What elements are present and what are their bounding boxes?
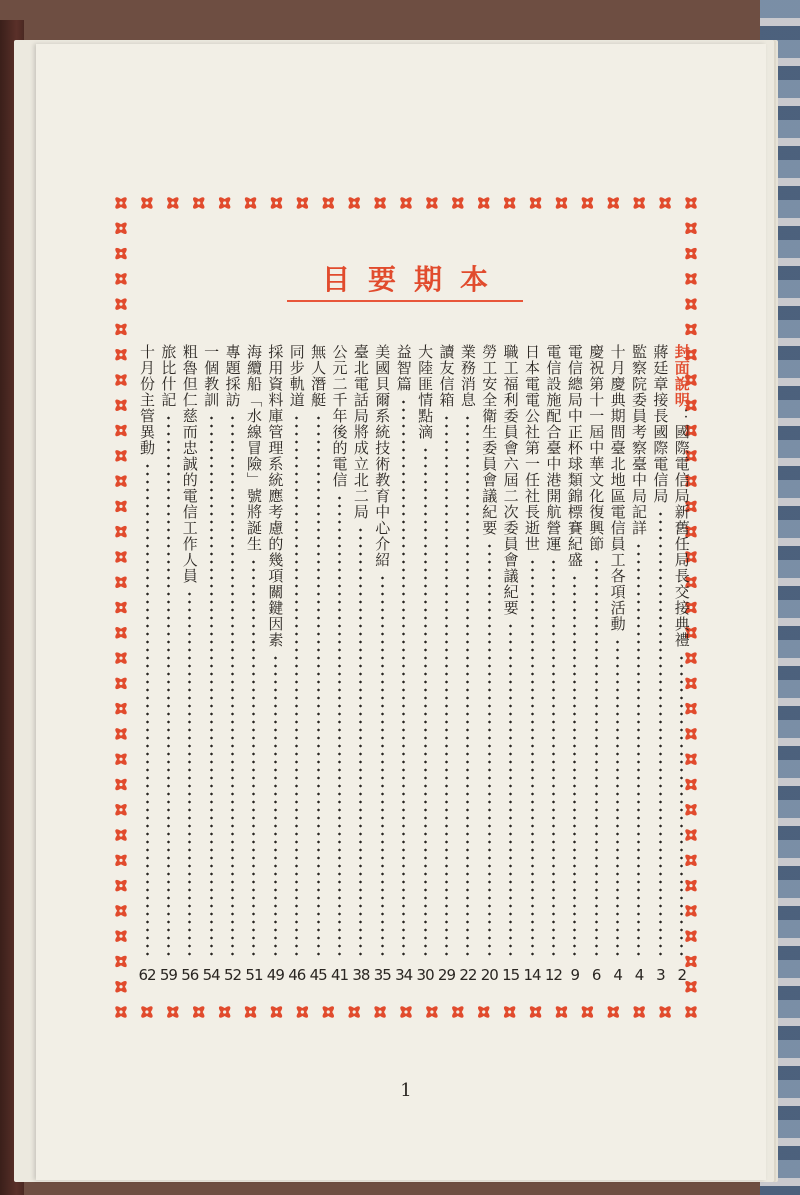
toc-entry-page: 49 [266, 966, 284, 984]
toc-entry-title [608, 344, 628, 632]
toc-entry-page: 9 [570, 966, 580, 984]
border-motif [114, 398, 129, 413]
toc-entry [415, 344, 435, 994]
border-motif [114, 903, 129, 918]
border-motif [580, 196, 595, 211]
border-motif [165, 196, 180, 211]
border-motif [606, 196, 621, 211]
toc-entry [458, 344, 478, 994]
toc-entry-title [287, 344, 307, 408]
dot-leader [573, 574, 576, 960]
border-motif [114, 297, 129, 312]
toc-entry-title [223, 344, 243, 408]
border-motif [114, 802, 129, 817]
border-motif [114, 246, 129, 261]
border-motif [295, 196, 310, 211]
dot-leader [680, 654, 683, 960]
toc-entry-title [265, 344, 285, 648]
toc-entry-title [543, 344, 563, 552]
border-motif [114, 676, 129, 691]
border-motif [658, 1005, 673, 1020]
toc-entry-page: 59 [159, 966, 177, 984]
toc-entry-title [565, 344, 585, 568]
toc-entry-page: 38 [352, 966, 370, 984]
toc-entry-page: 56 [181, 966, 199, 984]
dot-leader [231, 414, 234, 960]
toc-entry-page: 34 [395, 966, 413, 984]
border-motif [347, 196, 362, 211]
toc-entry [330, 344, 350, 994]
dot-leader [295, 414, 298, 960]
toc-entry-page: 54 [202, 966, 220, 984]
toc-entry-text: 業務消息 [458, 344, 477, 408]
border-motif [114, 196, 129, 211]
toc-entry-page: 12 [544, 966, 562, 984]
toc-entry [650, 344, 670, 994]
toc-entry-title [201, 344, 221, 408]
toc-entry [565, 344, 585, 994]
border-motif [450, 196, 465, 211]
toc-entry [308, 344, 328, 994]
dot-leader [531, 558, 534, 960]
border-motif [684, 246, 699, 261]
border-motif [114, 625, 129, 640]
dot-leader [424, 446, 427, 960]
border-motif [114, 550, 129, 565]
border-motif [502, 196, 517, 211]
toc-entry-text: 職工福利委員會六屆二次委員會議紀要 [501, 344, 520, 616]
border-motif [606, 1005, 621, 1020]
dot-leader [595, 558, 598, 960]
border-motif [114, 777, 129, 792]
dot-leader [252, 558, 255, 960]
border-motif [373, 1005, 388, 1020]
border-motif [191, 1005, 206, 1020]
border-motif [632, 196, 647, 211]
border-motif [347, 1005, 362, 1020]
dot-leader [466, 414, 469, 960]
toc-entry [201, 344, 221, 994]
toc-entry-title [479, 344, 499, 536]
border-motif [114, 878, 129, 893]
border-motif [114, 221, 129, 236]
toc-entry-text: 一個教訓 [202, 344, 221, 408]
border-motif [191, 196, 206, 211]
toc-entry-page: 4 [634, 966, 644, 984]
dot-leader [338, 494, 341, 960]
border-motif [373, 196, 388, 211]
dot-leader [659, 510, 662, 960]
toc-entry-title [586, 344, 606, 552]
toc-entry [479, 344, 499, 994]
toc-entry [586, 344, 606, 994]
dot-leader [359, 526, 362, 960]
toc-entry-title [436, 344, 456, 408]
toc-entry-page: 3 [656, 966, 665, 984]
dot-leader [188, 590, 191, 960]
border-motif [269, 1005, 284, 1020]
toc-entry [137, 344, 157, 994]
border-motif [217, 1005, 232, 1020]
toc-entry-title [308, 344, 328, 408]
toc-entry-page: 4 [613, 966, 622, 984]
toc-entry-page: 52 [224, 966, 242, 984]
border-motif [684, 196, 699, 211]
border-motif [114, 448, 129, 463]
toc-entry-page: 30 [416, 966, 434, 984]
toc-entry-page: 35 [373, 966, 391, 984]
toc-entry-text: 電信設施配合臺中港開航營運 [544, 344, 563, 552]
toc-entry-page: 20 [480, 966, 498, 984]
border-motif [528, 196, 543, 211]
dot-leader [637, 542, 640, 960]
border-motif [114, 929, 129, 944]
toc-entry [351, 344, 371, 994]
border-motif [424, 196, 439, 211]
toc-entry-text: 採用資料庫管理系統應考慮的幾項關鍵因素 [266, 344, 285, 648]
toc-entry-text: 蔣廷章接長國際電信局 [651, 344, 670, 504]
toc-entry-text: 粗魯但仁慈而忠誠的電信工作人員 [180, 344, 199, 584]
border-motif [450, 1005, 465, 1020]
toc-entry-title [629, 344, 649, 536]
toc-entry-text: 勞工安全衛生委員會議紀要 [480, 344, 499, 536]
page-title: 目要期本 [321, 263, 506, 296]
dot-leader [445, 414, 448, 960]
dot-leader [146, 462, 149, 960]
border-motif [114, 651, 129, 666]
border-motif [114, 575, 129, 590]
toc-entry-text: 讀友信箱 [437, 344, 456, 408]
border-motif [684, 1005, 699, 1020]
dot-leader [552, 558, 555, 960]
toc-entry [244, 344, 264, 994]
border-motif [114, 726, 129, 741]
toc-entry-title [672, 344, 692, 648]
border-motif [554, 196, 569, 211]
toc-entry-text: 慶祝第十一屆中華文化復興節 [587, 344, 606, 552]
toc-entry [265, 344, 285, 994]
toc-entry [180, 344, 200, 994]
border-motif [243, 196, 258, 211]
border-motif [632, 1005, 647, 1020]
border-motif [114, 600, 129, 615]
border-motif [269, 196, 284, 211]
toc-entry-page: 2 [677, 966, 687, 984]
toc-entry-title [501, 344, 521, 616]
toc-entry [394, 344, 414, 994]
dot-leader [317, 414, 320, 960]
toc-entry-text: 同步軌道 [287, 344, 306, 408]
toc-entry-text: 日本電電公社第一任社長逝世 [523, 344, 542, 552]
toc-entry-text: 海纜船「水線冒險」號將誕生 [244, 344, 263, 552]
border-motif [295, 1005, 310, 1020]
toc-entry-title [372, 344, 392, 568]
border-motif [114, 423, 129, 438]
toc-entry-page: 14 [523, 966, 541, 984]
dot-leader [167, 414, 170, 960]
toc-entry-text: 十月份主管異動 [138, 344, 156, 456]
border-motif [114, 853, 129, 868]
border-motif [658, 196, 673, 211]
dot-leader [488, 542, 491, 960]
border-motif [217, 196, 232, 211]
toc-entry-page: 15 [502, 966, 520, 984]
toc-entry-page: 51 [245, 966, 263, 984]
border-motif [114, 979, 129, 994]
border-motif [114, 347, 129, 362]
toc-entry-page: 29 [437, 966, 456, 984]
toc-entry-title [351, 344, 371, 520]
toc-entry-text: 臺北電話局將成立北二局 [351, 344, 370, 520]
toc-entry [287, 344, 307, 994]
toc-entry-title [244, 344, 264, 552]
border-motif [399, 1005, 414, 1020]
border-motif [684, 297, 699, 312]
toc-entry-text: 無人潛艇 [309, 344, 328, 408]
toc-entry [672, 344, 692, 994]
toc-entry-text: 電信總局中正杯球類錦標賽紀盛 [565, 344, 584, 568]
border-motif [114, 322, 129, 337]
toc-entry-text: 專題採訪 [223, 344, 242, 408]
border-motif [114, 1005, 129, 1020]
border-motif [580, 1005, 595, 1020]
toc-entry-page: 46 [288, 966, 306, 984]
border-motif [139, 1005, 154, 1020]
toc-entry-title [137, 344, 157, 456]
border-motif [114, 524, 129, 539]
toc-entry [372, 344, 392, 994]
border-motif [684, 221, 699, 236]
border-motif [243, 1005, 258, 1020]
border-motif [424, 1005, 439, 1020]
border-motif [321, 1005, 336, 1020]
dot-leader [509, 622, 512, 960]
toc-entry [522, 344, 542, 994]
table-of-contents [137, 344, 692, 994]
border-motif [139, 196, 154, 211]
toc-entry [629, 344, 649, 994]
toc-entry-title [458, 344, 478, 408]
toc-entry [223, 344, 243, 994]
border-motif [554, 1005, 569, 1020]
border-motif [114, 474, 129, 489]
toc-entry [543, 344, 563, 994]
toc-entry-title [158, 344, 178, 408]
border-motif [114, 701, 129, 716]
border-motif [528, 1005, 543, 1020]
toc-entry-title [180, 344, 200, 584]
border-motif [502, 1005, 517, 1020]
border-motif [114, 752, 129, 767]
toc-entry [436, 344, 456, 994]
toc-entry-page: 45 [309, 966, 327, 984]
toc-entry-title [415, 344, 435, 440]
dot-leader [274, 654, 277, 960]
border-motif [114, 271, 129, 286]
toc-entry-title [522, 344, 542, 552]
dot-leader [616, 638, 619, 960]
toc-entry-text: 益智篇 [394, 344, 413, 392]
toc-entry-title [650, 344, 670, 504]
toc-entry-text: 大陸匪情點滴 [416, 344, 435, 440]
toc-entry-text: ：國際電信局新舊任局長交接典禮 [672, 408, 691, 648]
border-motif [684, 322, 699, 337]
toc-entry-text: 監察院委員考察臺中局記詳 [629, 344, 648, 536]
toc-entry-title [330, 344, 350, 488]
toc-entry-text: 十月慶典期間臺北地區電信員工各項活動 [608, 344, 627, 632]
toc-entry-text: 旅比什記 [159, 344, 178, 408]
toc-entry-prefix: 封面說明 [672, 344, 691, 408]
dot-leader [402, 398, 405, 960]
toc-entry [158, 344, 178, 994]
border-motif [114, 954, 129, 969]
toc-entry [608, 344, 628, 994]
border-motif [399, 196, 414, 211]
border-motif [114, 499, 129, 514]
toc-entry-title [394, 344, 414, 392]
toc-entry [501, 344, 521, 994]
page-title-box [287, 258, 523, 302]
toc-entry-page: 41 [330, 966, 349, 984]
toc-entry-page: 62 [138, 966, 156, 984]
toc-entry-page: 6 [591, 966, 601, 984]
border-motif [476, 196, 491, 211]
border-motif [114, 373, 129, 388]
toc-entry-text: 美國貝爾系統技術教育中心介紹 [373, 344, 392, 568]
toc-entry-text: 公元二千年後的電信 [330, 344, 349, 488]
border-motif [114, 828, 129, 843]
dot-leader [210, 414, 213, 960]
border-motif [165, 1005, 180, 1020]
border-motif [684, 271, 699, 286]
border-motif [321, 196, 336, 211]
border-motif [476, 1005, 491, 1020]
toc-entry-page: 22 [459, 966, 477, 984]
dot-leader [381, 574, 384, 960]
page-number: 1 [400, 1080, 412, 1101]
